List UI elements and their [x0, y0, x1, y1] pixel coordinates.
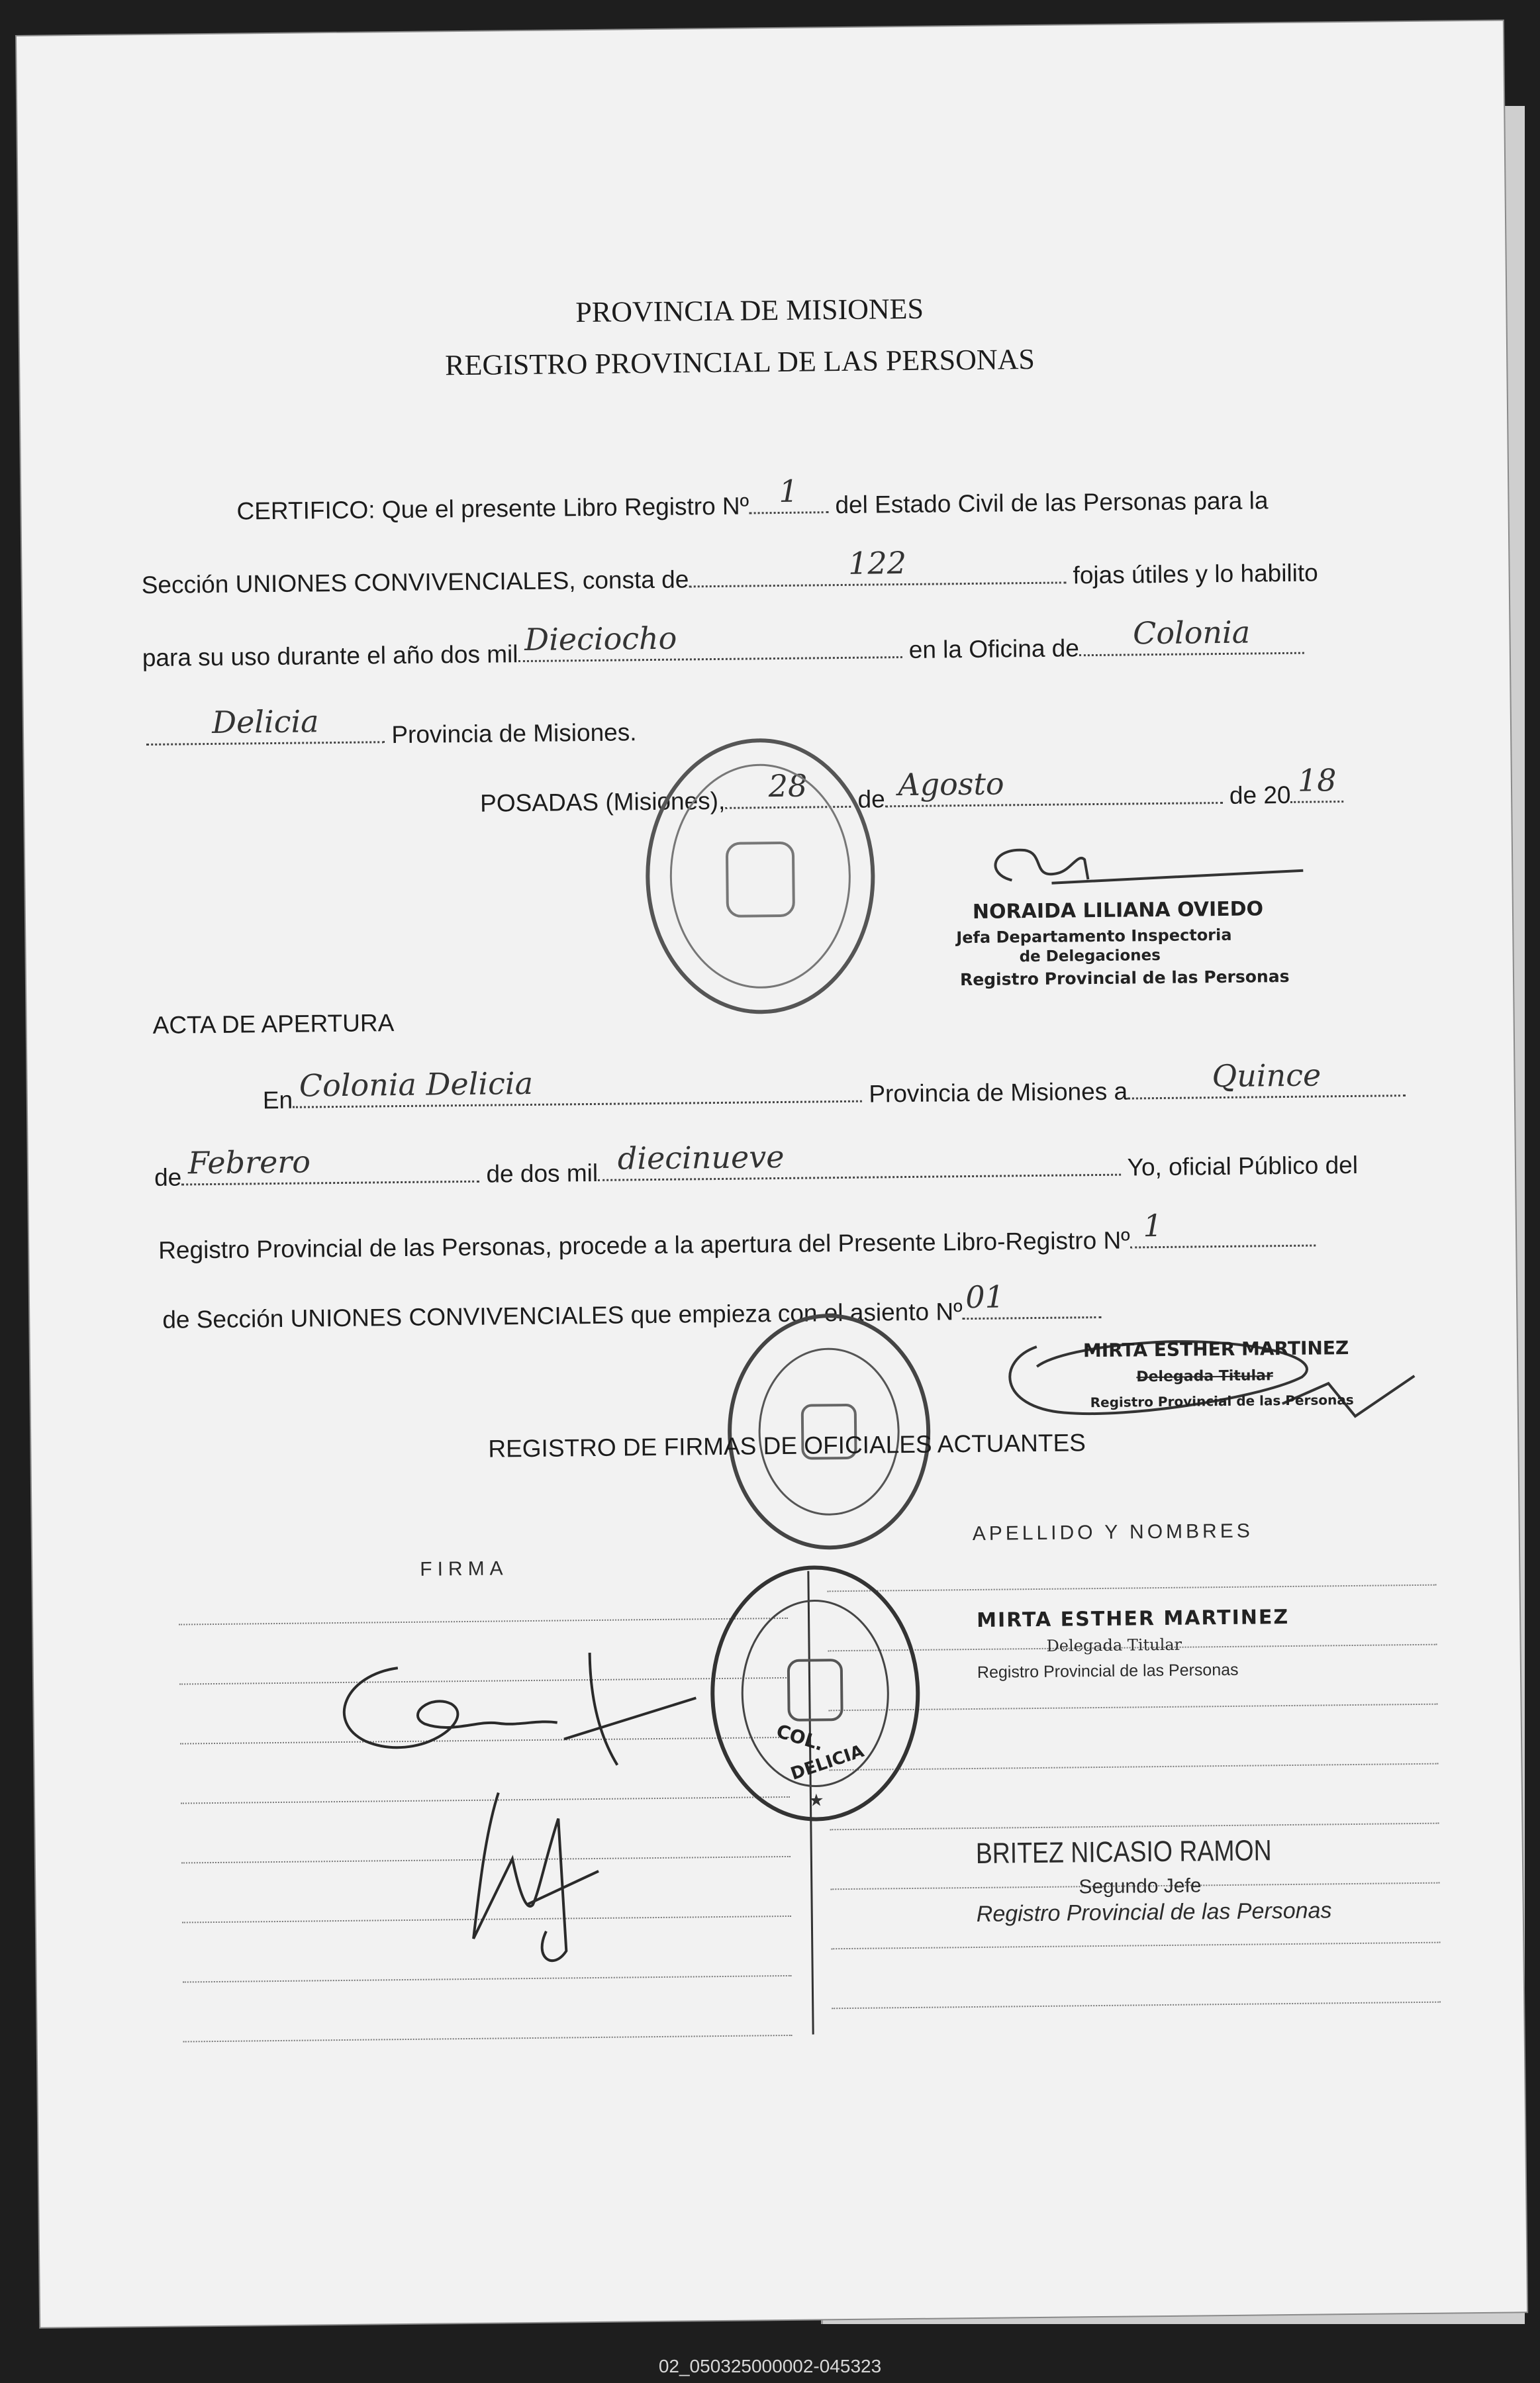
entry2-role: Segundo Jefe — [1079, 1874, 1202, 1898]
left-rule — [183, 2035, 793, 2043]
oval-official-stamp-upper — [640, 729, 881, 1023]
signature-oviedo — [972, 831, 1317, 907]
col-firma-header: FIRMA — [420, 1557, 508, 1581]
asiento-number-handwritten: 01 — [965, 1279, 1005, 1316]
stamp-martinez-role: Delegada Titular — [1136, 1367, 1273, 1386]
right-rule — [831, 1942, 1440, 1950]
stamp-martinez-name: MIRTA ESTHER MARTINEZ — [1083, 1337, 1349, 1362]
entry1-org: Registro Provincial de las Personas — [977, 1660, 1239, 1682]
place-handwritten: Colonia Delicia — [299, 1065, 534, 1104]
entry1-role: Delegada Titular — [1046, 1635, 1182, 1655]
document-page — [17, 21, 1527, 2327]
firmas-title: REGISTRO DE FIRMAS DE OFICIALES ACTUANTES — [488, 1429, 1086, 1463]
acta-line-1: En Colonia Delicia Provincia de Misiones a Quince — [263, 1075, 1406, 1114]
scan-id-footer: 02_050325000002-045323 — [0, 2349, 1540, 2383]
office-handwritten-2: Delicia — [211, 703, 319, 740]
stamp-oviedo-org: Registro Provincial de las Personas — [959, 966, 1290, 990]
signature-firma-1 — [324, 1638, 710, 1788]
month-written-handwritten: Febrero — [187, 1143, 311, 1181]
header-province: PROVINCIA DE MISIONES — [575, 292, 924, 329]
month-handwritten: Agosto — [898, 765, 1004, 803]
stamp-oviedo-name: NORAIDA LILIANA OVIEDO — [972, 897, 1264, 924]
year-handwritten: Dieciocho — [524, 620, 677, 658]
office-handwritten: Colonia — [1132, 614, 1251, 652]
acta-line-3: Registro Provincial de las Personas, procede a la apertura del Presente Libro-Registro Nº 1 — [158, 1225, 1316, 1265]
entry2-name: BRITEZ NICASIO RAMON — [975, 1834, 1272, 1870]
year-written-handwritten: diecinueve — [617, 1138, 785, 1177]
seal-center-delicia: DELICIA — [788, 1741, 867, 1784]
acta-line-2: de Febrero de dos mil diecinueve Yo, oficial Público del — [154, 1151, 1358, 1192]
year-suffix-handwritten: 18 — [1297, 762, 1337, 799]
stamp-oviedo-role: Jefa Departamento Inspectoria — [956, 925, 1232, 948]
acta-line-4: de Sección UNIONES CONVIVENCIALES que empieza con el asiento Nº 01 — [162, 1296, 1102, 1334]
stamp-oviedo-role-2: de Delegaciones — [1019, 946, 1161, 966]
stamp-martinez-org: Registro Provincial de las Personas — [1090, 1391, 1354, 1411]
acta-title: ACTA DE APERTURA — [152, 1009, 395, 1039]
left-rule — [179, 1618, 788, 1626]
svg-text:★: ★ — [808, 1790, 824, 1811]
libro-number-handwritten: 1 — [779, 473, 798, 509]
fojas-handwritten: 122 — [847, 544, 907, 581]
signature-firma-2 — [459, 1778, 633, 1978]
day-handwritten: 28 — [768, 767, 808, 804]
certifico-line-2: Sección UNIONES CONVIVENCIALES, consta de 122 fojas útiles y lo habilito — [141, 559, 1318, 599]
right-rule — [832, 2002, 1441, 2010]
certifico-line-1: CERTIFICO: Que el presente Libro Registro Nº 1 del Estado Civil de las Personas para la — [236, 473, 1269, 525]
certifico-line-4: Delicia Provincia de Misiones. — [146, 718, 637, 752]
certifico-date-line: POSADAS (Misiones), 28 de Agosto de 20 18 — [480, 781, 1344, 818]
header-registry: REGISTRO PROVINCIAL DE LAS PERSONAS — [444, 342, 1035, 382]
day-written-handwritten: Quince — [1212, 1057, 1322, 1094]
certifico-line-3: para su uso durante el año dos mil Dieciocho en la Oficina de Colonia — [142, 632, 1304, 672]
round-seal-lower — [704, 1560, 926, 1827]
entry1-name: MIRTA ESTHER MARTINEZ — [976, 1606, 1290, 1632]
seal-center-col: COL. — [773, 1720, 827, 1755]
entry2-org: Registro Provincial de las Personas — [976, 1898, 1332, 1927]
col-nombres-header: APELLIDO Y NOMBRES — [972, 1520, 1253, 1545]
libro-number-2-handwritten: 1 — [1143, 1207, 1163, 1244]
